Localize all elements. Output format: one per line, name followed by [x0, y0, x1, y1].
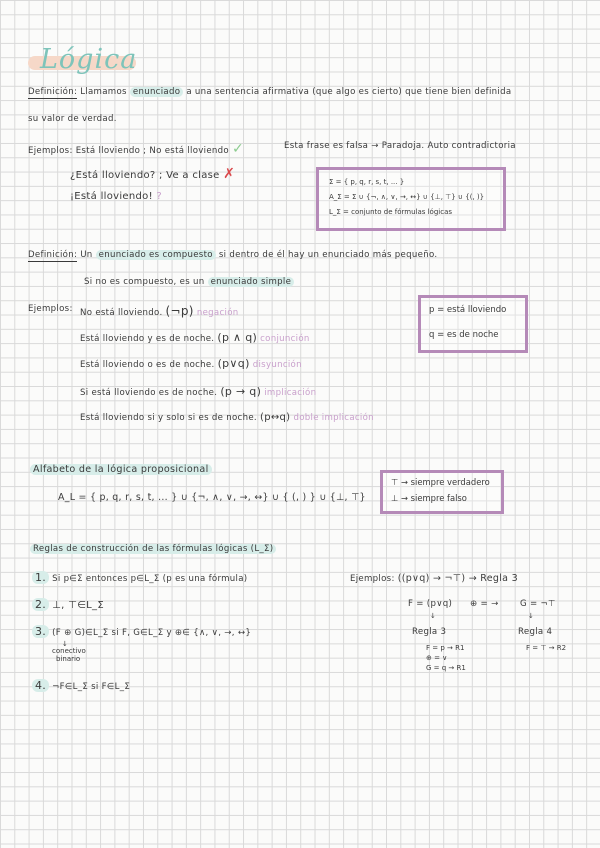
rule-3-number: 3. [32, 625, 49, 638]
ej2-row-formula: (p∨q) [217, 357, 250, 370]
ej1-text: Está lloviendo ; No está lloviendo [75, 146, 229, 156]
ej3-left: F = (p∨q) [408, 599, 453, 609]
reglas-heading-text: Reglas de construcción de las fórmulas lógicas (L_Σ) [30, 544, 276, 554]
def1-line [28, 87, 511, 97]
ej3-mid: ⊕ = → [470, 599, 499, 609]
def2-line2 [84, 277, 294, 287]
ej3-formula: ((p∨q) → ¬⊤) → Regla 3 [397, 573, 518, 584]
ej2-row-4 [80, 385, 316, 398]
ej2-row-formula: (¬p) [165, 304, 194, 318]
check-icon: ✓ [232, 141, 245, 157]
def2-post: si dentro de él hay un enunciado más pequeño. [218, 250, 438, 260]
rule-2-text: ⊥, ⊤∈L_Σ [52, 600, 104, 611]
box1-line2: A_Σ = Σ ∪ {¬, ∧, ∨, →, ↔} ∪ {⊥, ⊤} ∪ {(, )} [329, 193, 485, 201]
def1-label: Definición: [28, 87, 78, 97]
def2-line2-pre: Si no es compuesto, es un [84, 277, 205, 287]
def1-pre: Llamamos [80, 87, 127, 97]
ej1-q2-line [70, 191, 162, 202]
rule-4 [32, 679, 130, 692]
ej2-row-formula: (p ∧ q) [217, 331, 258, 344]
ej2-row-5 [80, 412, 374, 423]
arrow-down-icon: ↓ [62, 640, 68, 648]
ej2-row-text: Está lloviendo o es de noche. [80, 360, 215, 370]
def2-term: enunciado es compuesto [96, 250, 216, 260]
def1-term: enunciado [130, 87, 183, 97]
rule-3 [32, 625, 251, 638]
ej3-label: Ejemplos: [350, 574, 395, 584]
ej3-line [350, 573, 518, 584]
def2-line [28, 250, 437, 260]
def1-line2: su valor de verdad. [28, 114, 117, 124]
def2-line2-term: enunciado simple [208, 277, 295, 287]
ej2-row-text: Está lloviendo y es de noche. [80, 334, 215, 344]
ej1-note: Esta frase es falsa → Paradoja. Auto contradictoria [284, 141, 516, 151]
ej1-q2: ¡Está lloviendo! [70, 191, 153, 202]
ej3-sub3: G = q → R1 [426, 664, 466, 672]
box2-line1: p = está lloviendo [429, 305, 507, 315]
ej1-q1: ¿Está lloviendo? ; Ve a clase [70, 170, 220, 181]
arrow-down-icon: ↓ [430, 612, 436, 620]
rule-2 [32, 598, 104, 611]
ej3-sub1: F = p → R1 [426, 644, 465, 652]
box1-line1: Σ = { p, q, r, s, t, ... } [329, 178, 405, 186]
ej2-label: Ejemplos: [28, 304, 73, 314]
rule-4-number: 4. [32, 679, 49, 692]
ej3-right-rule: Regla 4 [518, 627, 553, 637]
ej3-sub4: F = ⊤ → R2 [526, 644, 567, 652]
rule-4-text: ¬F∈L_Σ si F∈L_Σ [52, 682, 131, 692]
ej2-row-name: disyunción [252, 360, 302, 370]
rule-2-number: 2. [32, 598, 49, 611]
ej3-left-rule: Regla 3 [412, 627, 447, 637]
rule-1-text: Si p∈Σ entonces p∈L_Σ (p es una fórmula) [52, 574, 248, 584]
alfabeto-formula: A_L = { p, q, r, s, t, ... } ∪ {¬, ∧, ∨, →, ↔} ∪ { (, ) } ∪ {⊥, ⊤} [58, 492, 366, 503]
ej2-row-3 [80, 357, 302, 370]
rule-1-number: 1. [32, 571, 49, 584]
ej3-sub2: ⊕ = ∨ [426, 654, 448, 662]
box2-line2: q = es de noche [429, 330, 499, 340]
ej2-row-1 [80, 304, 239, 318]
ej1-q1-line [70, 166, 235, 182]
ej2-row-text: Si está lloviendo es de noche. [80, 388, 218, 398]
alfabeto-heading-text: Alfabeto de la lógica proposicional [30, 464, 212, 475]
box3-line1: ⊤ → siempre verdadero [391, 477, 490, 487]
rule-3-text: (F ⊕ G)∈L_Σ si F, G∈L_Σ y ⊕∈ {∧, ∨, →, ↔} [52, 628, 252, 638]
box3-line2: ⊥ → siempre falso [391, 493, 467, 503]
truth-values-box [380, 470, 504, 514]
page-title: Lógica [40, 44, 138, 75]
ej2-row-name: implicación [264, 388, 317, 398]
question-mark: ? [156, 191, 162, 202]
def2-label: Definición: [28, 250, 78, 260]
ej2-row-name: conjunción [260, 334, 310, 344]
ej2-row-formula: (p → q) [220, 385, 262, 398]
ej2-row-formula: (p↔q) [260, 412, 291, 423]
ej3-right: G = ¬⊤ [520, 599, 556, 609]
ej1-label: Ejemplos: [28, 146, 73, 156]
cross-icon: ✗ [223, 166, 236, 182]
def2-pre: Un [80, 250, 93, 260]
rule-1 [32, 571, 247, 584]
alphabet-box [316, 167, 506, 231]
arrow-down-icon: ↓ [528, 612, 534, 620]
reglas-heading [30, 544, 276, 554]
ej2-row-2 [80, 331, 310, 344]
box1-line3: L_Σ = conjunto de fórmulas lógicas [329, 208, 453, 216]
rule-3-note1: conectivo [52, 647, 86, 655]
variables-box [418, 295, 528, 353]
ej2-row-name: negación [196, 308, 239, 318]
alfabeto-heading [30, 464, 212, 475]
ej2-row-text: No está lloviendo. [80, 308, 163, 318]
def1-post: a una sentencia afirmativa (que algo es cierto) que tiene bien definida [186, 87, 512, 97]
rule-3-note2: binario [56, 655, 81, 663]
ej2-row-text: Está lloviendo si y solo si es de noche. [80, 413, 257, 423]
ej2-row-name: doble implicación [293, 413, 374, 423]
ej1-line [28, 141, 244, 157]
